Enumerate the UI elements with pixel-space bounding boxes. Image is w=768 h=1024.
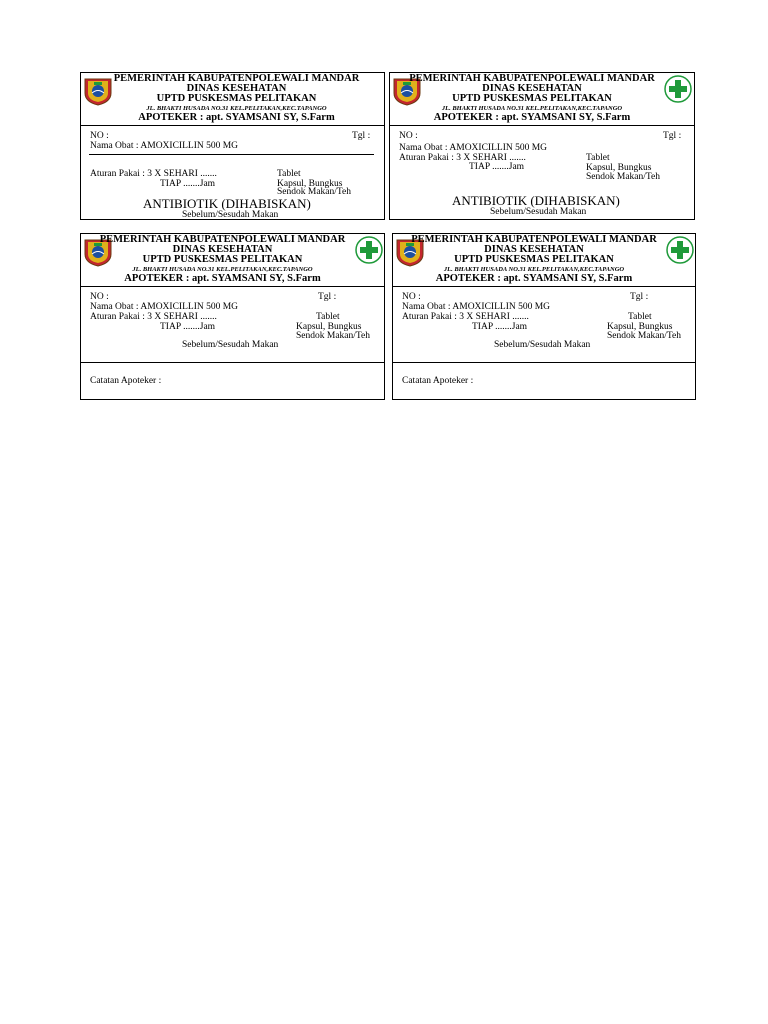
header-apoteker: APOTEKER : apt. SYAMSANI SY, S.Farm bbox=[435, 273, 633, 284]
header-line3: UPTD PUSKESMAS PELITAKAN bbox=[452, 93, 612, 104]
field-sebelum-sesudah: Sebelum/Sesudah Makan bbox=[494, 340, 591, 350]
field-tablet: Tablet bbox=[586, 153, 610, 163]
label-catatan-1 bbox=[80, 233, 385, 400]
label-header bbox=[390, 73, 694, 126]
field-nama-obat: Nama Obat : AMOXICILLIN 500 MG bbox=[399, 143, 548, 153]
header-line2: DINAS KESEHATAN bbox=[186, 83, 287, 94]
catatan-apoteker: Catatan Apoteker : bbox=[90, 376, 162, 386]
label-antibiotik-2 bbox=[389, 72, 695, 220]
label-header bbox=[81, 234, 384, 287]
field-kapsul: Kapsul, Bungkus bbox=[296, 322, 362, 332]
header-address: JL. BHAKTI HUSADA NO.31 KEL.PELITAKAN,KEC.TAPANGO bbox=[132, 266, 313, 273]
field-tiap: TIAP .......Jam bbox=[472, 322, 528, 332]
catatan-section bbox=[393, 362, 695, 399]
field-tgl: Tgl : bbox=[663, 131, 682, 141]
field-tiap: TIAP .......Jam bbox=[160, 322, 216, 332]
field-sebelum-sesudah: Sebelum/Sesudah Makan bbox=[490, 207, 587, 217]
header-line1: PEMERINTAH KABUPATENPOLEWALI MANDAR bbox=[113, 73, 360, 84]
field-no: NO : bbox=[399, 131, 418, 141]
field-nama-obat: Nama Obat : AMOXICILLIN 500 MG bbox=[90, 141, 239, 151]
field-tablet: Tablet bbox=[628, 312, 652, 322]
field-aturan-pakai: Aturan Pakai : 3 X SEHARI ....... bbox=[399, 153, 526, 163]
health-cross-icon bbox=[664, 75, 692, 103]
field-tiap: TIAP .......Jam bbox=[469, 162, 525, 172]
field-tgl: Tgl : bbox=[630, 292, 649, 302]
field-sebelum-sesudah: Sebelum/Sesudah Makan bbox=[182, 210, 279, 220]
field-tablet: Tablet bbox=[316, 312, 340, 322]
header-text bbox=[81, 235, 384, 284]
divider bbox=[89, 154, 374, 155]
header-line3: UPTD PUSKESMAS PELITAKAN bbox=[454, 254, 614, 265]
header-address: JL. BHAKTI HUSADA NO.31 KEL.PELITAKAN,KEC.TAPANGO bbox=[441, 105, 623, 112]
field-nama-obat: Nama Obat : AMOXICILLIN 500 MG bbox=[90, 302, 239, 312]
label-antibiotik-1 bbox=[80, 72, 385, 220]
header-address: JL. BHAKTI HUSADA NO.31 KEL.PELITAKAN,KEC.TAPANGO bbox=[443, 266, 625, 273]
header-line1: PEMERINTAH KABUPATENPOLEWALI MANDAR bbox=[409, 73, 655, 84]
field-sendok: Sendok Makan/Teh bbox=[607, 331, 682, 341]
field-tgl: Tgl : bbox=[352, 131, 371, 141]
field-aturan-pakai: Aturan Pakai : 3 X SEHARI ....... bbox=[402, 312, 529, 322]
header-text bbox=[81, 74, 384, 123]
header-address: JL. BHAKTI HUSADA NO.31 KEL.PELITAKAN,KEC.TAPANGO bbox=[146, 105, 327, 112]
header-line2: DINAS KESEHATAN bbox=[484, 244, 584, 255]
label-header bbox=[81, 73, 384, 126]
field-no: NO : bbox=[402, 292, 421, 302]
field-sebelum-sesudah: Sebelum/Sesudah Makan bbox=[182, 340, 279, 350]
header-line3: UPTD PUSKESMAS PELITAKAN bbox=[142, 254, 303, 265]
header-text bbox=[393, 235, 695, 284]
catatan-section bbox=[81, 362, 384, 399]
field-nama-obat: Nama Obat : AMOXICILLIN 500 MG bbox=[402, 302, 551, 312]
field-aturan-pakai: Aturan Pakai : 3 X SEHARI ....... bbox=[90, 169, 217, 179]
field-no: NO : bbox=[90, 292, 109, 302]
health-cross-icon bbox=[355, 236, 383, 264]
antibiotik-warning: ANTIBIOTIK (DIHABISKAN) bbox=[143, 196, 311, 211]
header-line2: DINAS KESEHATAN bbox=[172, 244, 273, 255]
header-line2: DINAS KESEHATAN bbox=[482, 83, 582, 94]
field-sendok: Sendok Makan/Teh bbox=[296, 331, 371, 341]
field-sendok: Sendok Makan/Teh bbox=[586, 172, 661, 182]
antibiotik-warning: ANTIBIOTIK (DIHABISKAN) bbox=[452, 193, 620, 208]
header-line1: PEMERINTAH KABUPATENPOLEWALI MANDAR bbox=[411, 234, 657, 245]
catatan-apoteker: Catatan Apoteker : bbox=[402, 376, 474, 386]
field-tgl: Tgl : bbox=[318, 292, 337, 302]
header-apoteker: APOTEKER : apt. SYAMSANI SY, S.Farm bbox=[433, 112, 631, 123]
field-no: NO : bbox=[90, 131, 109, 141]
header-line3: UPTD PUSKESMAS PELITAKAN bbox=[156, 93, 317, 104]
field-sendok: Sendok Makan/Teh bbox=[277, 187, 352, 197]
field-tiap: TIAP .......Jam bbox=[160, 179, 216, 189]
field-aturan-pakai: Aturan Pakai : 3 X SEHARI ....... bbox=[90, 312, 217, 322]
header-apoteker: APOTEKER : apt. SYAMSANI SY, S.Farm bbox=[138, 112, 335, 123]
health-cross-icon bbox=[666, 236, 694, 264]
field-tablet: Tablet bbox=[277, 169, 301, 179]
header-text bbox=[390, 74, 694, 123]
label-header bbox=[393, 234, 695, 287]
header-line1: PEMERINTAH KABUPATENPOLEWALI MANDAR bbox=[99, 234, 346, 245]
field-kapsul: Kapsul, Bungkus bbox=[277, 179, 343, 189]
header-apoteker: APOTEKER : apt. SYAMSANI SY, S.Farm bbox=[124, 273, 321, 284]
field-kapsul: Kapsul, Bungkus bbox=[586, 163, 652, 173]
label-catatan-2 bbox=[392, 233, 696, 400]
field-kapsul: Kapsul, Bungkus bbox=[607, 322, 673, 332]
